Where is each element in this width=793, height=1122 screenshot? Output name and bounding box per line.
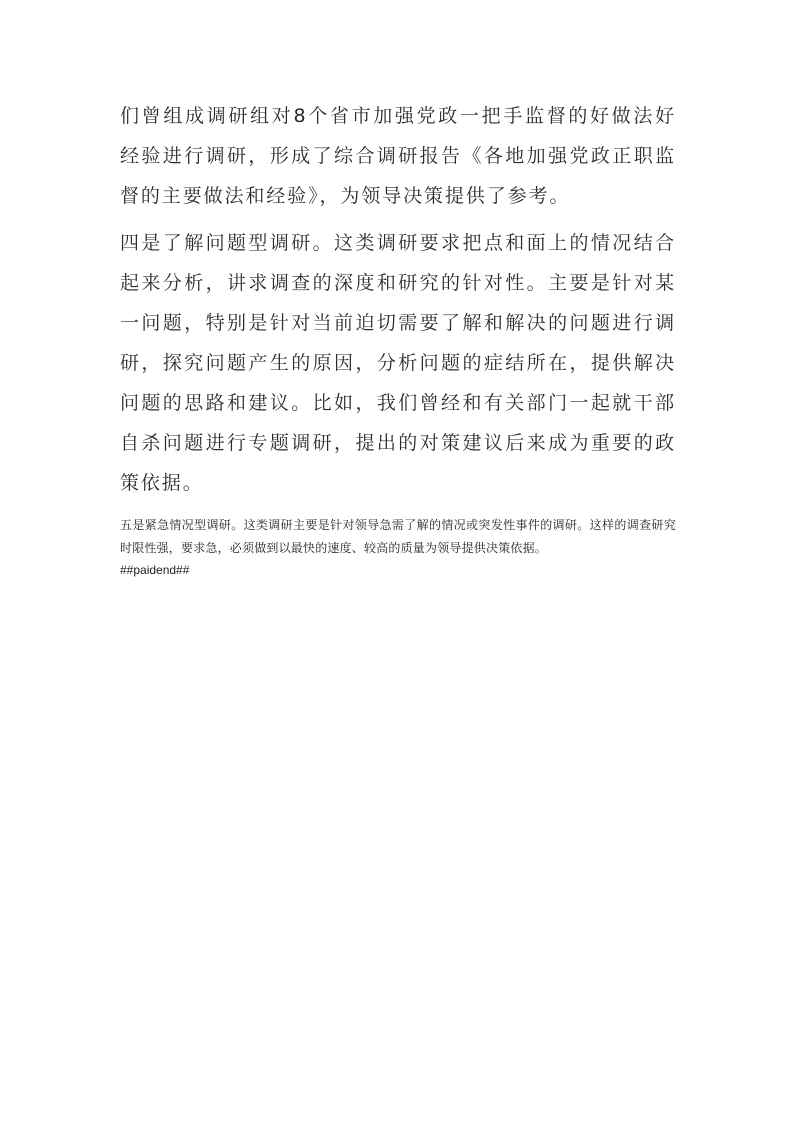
paid-end-marker: ##paidend## [120,563,190,577]
document-body [120,96,676,580]
paragraph-problem-research: 四是了解问题型调研。这类调研要求把点和面上的情况结合起来分析，讲求调查的深度和研究的针对性。主要是针对某一问题，特别是针对当前迫切需要了解和解决的问题进行调研，探究问题产生的原因，分析问题的症结所在，提供解决问题的思路和建议。比如，我们曾经和有关部门一起就干部自杀问题进行专题调研，提出的对策建议后来成为重要的政策依据。 [120,232,676,494]
paragraph-emergency-research: 五是紧急情况型调研。这类调研主要是针对领导急需了解的情况或突发性事件的调研。这样的调查研究时限性强，要求急，必须做到以最快的速度、较高的质量为领导提供决策依据。 [120,518,676,555]
paragraph-continuation: 们曾组成调研组对8个省市加强党政一把手监督的好做法好经验进行调研，形成了综合调研报告《各地加强党政正职监督的主要做法和经验》，为领导决策提供了参考。 [120,105,676,207]
